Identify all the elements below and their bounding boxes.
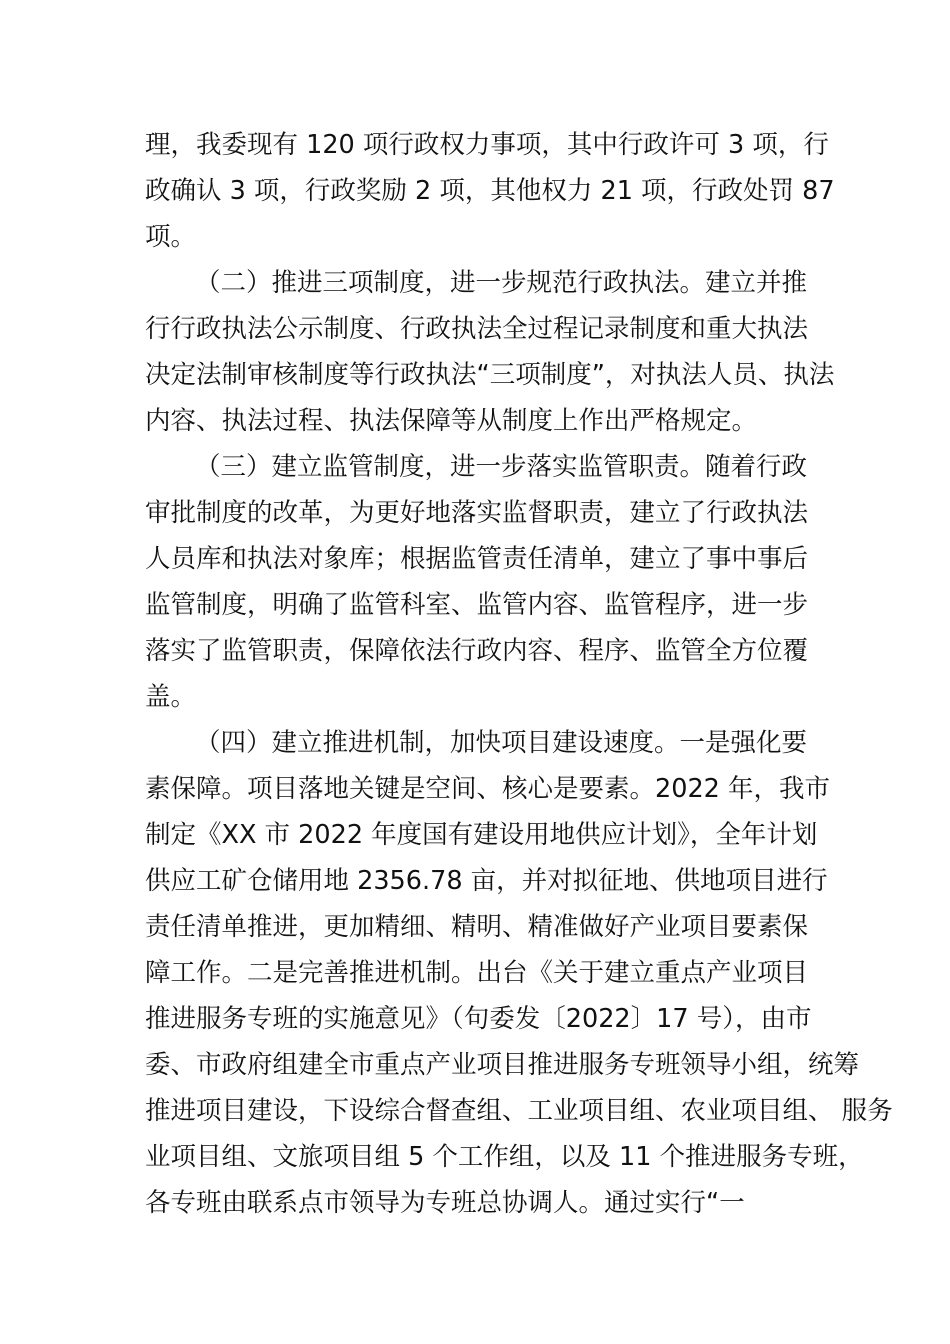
text-line: 审批制度的改革，为更好地落实监督职责，建立了行政执法 <box>145 498 809 528</box>
text-line: 责任清单推进，更加精细、精明、精准做好产业项目要素保 <box>145 912 809 942</box>
text-line: 供应工矿仓储用地 2356.78 亩，并对拟征地、供地项目进行 <box>145 866 828 896</box>
text-line: 理，我委现有 120 项行政权力事项，其中行政许可 3 项，行 <box>145 130 829 160</box>
text-line: 各专班由联系点市领导为专班总协调人。通过实行“一 <box>145 1188 745 1218</box>
text-line: 决定法制审核制度等行政执法“三项制度”，对执法人员、执法 <box>145 360 835 390</box>
text-line: 项。 <box>145 222 197 252</box>
text-line: 人员库和执法对象库；根据监管责任清单，建立了事中事后 <box>145 544 809 574</box>
text-line: 推进服务专班的实施意见》（句委发〔2022〕17 号），由市 <box>145 1004 812 1034</box>
paragraph-start-line: （四）建立推进机制，加快项目建设速度。一是强化要 <box>195 728 808 758</box>
text-line: 行行政执法公示制度、行政执法全过程记录制度和重大执法 <box>145 314 809 344</box>
text-line: 障工作。二是完善推进机制。出台《关于建立重点产业项目 <box>145 958 809 988</box>
text-line: 素保障。项目落地关键是空间、核心是要素。2022 年，我市 <box>145 774 831 804</box>
text-line: 委、市政府组建全市重点产业项目推进服务专班领导小组，统筹 <box>145 1050 860 1080</box>
paragraph-start-line: （三）建立监管制度，进一步落实监管职责。随着行政 <box>195 452 808 482</box>
text-line: 业项目组、文旅项目组 5 个工作组，以及 11 个推进服务专班， <box>145 1142 864 1172</box>
text-line: 政确认 3 项，行政奖励 2 项，其他权力 21 项，行政处罚 87 <box>145 176 835 206</box>
text-line: 制定《XX 市 2022 年度国有建设用地供应计划》，全年计划 <box>145 820 818 850</box>
text-line: 内容、执法过程、执法保障等从制度上作出严格规定。 <box>145 406 758 436</box>
text-line: 落实了监管职责，保障依法行政内容、程序、监管全方位覆 <box>145 636 809 666</box>
text-line: 盖。 <box>145 682 197 712</box>
paragraph-start-line: （二）推进三项制度，进一步规范行政执法。建立并推 <box>195 268 808 298</box>
text-line: 监管制度，明确了监管科室、监管内容、监管程序，进一步 <box>145 590 809 620</box>
text-line: 推进项目建设，下设综合督查组、工业项目组、农业项目组、 服务 <box>145 1096 893 1126</box>
